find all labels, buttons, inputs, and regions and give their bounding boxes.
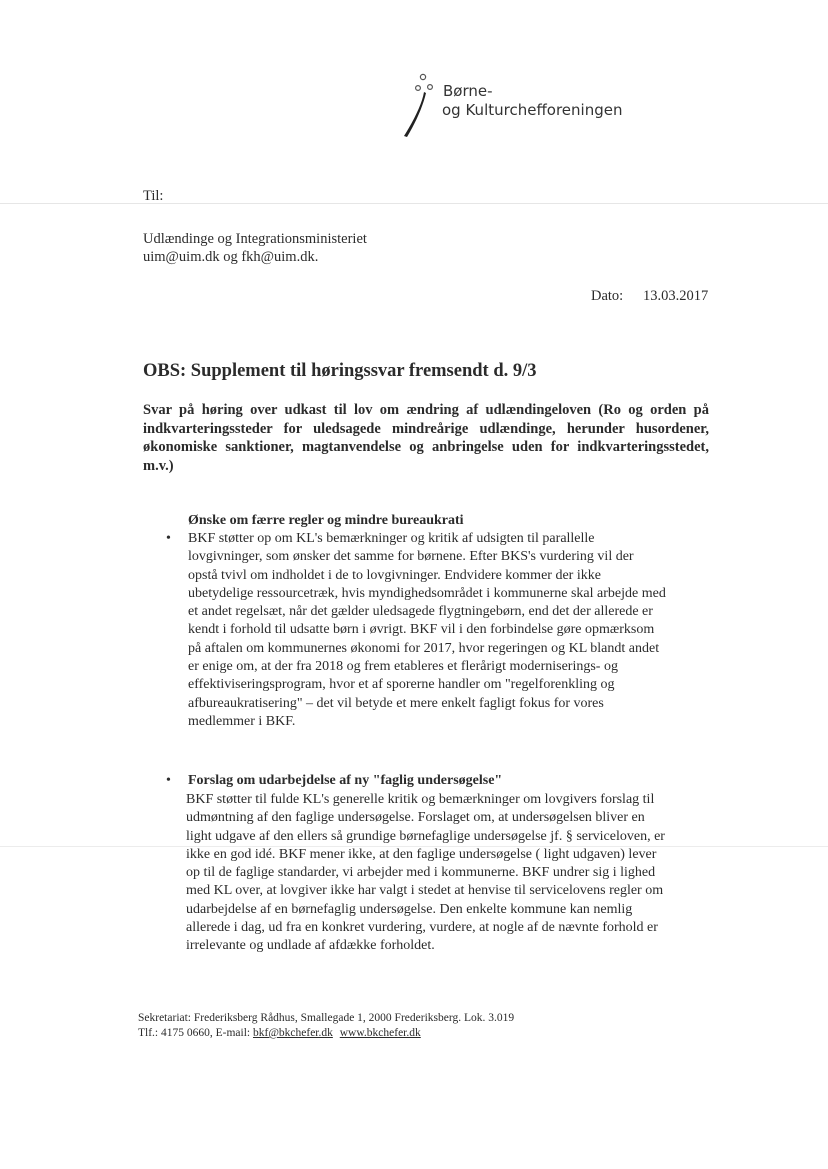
logo-figure-icon bbox=[396, 72, 440, 142]
date-label: Dato: bbox=[591, 288, 624, 304]
subject-line: Svar på høring over udkast til lov om ændring af udlændingeloven (Ro og orden på bbox=[143, 402, 709, 418]
section1-line: lovgivninger, som ønsker det samme for børnene. Efter BKS's vurdering vil der bbox=[188, 549, 634, 565]
section1-heading: Ønske om færre regler og mindre bureaukrati bbox=[188, 513, 464, 528]
subject-line: indkvarteringssteder for uledsagede mindreårige udlændinge, herunder husordener, bbox=[143, 420, 709, 437]
to-label: Til: bbox=[143, 188, 164, 204]
subject-line: m.v.) bbox=[143, 457, 174, 474]
section2-line: BKF støtter til fulde KL's generelle kritik og bemærkninger om lovgivers forslag til bbox=[186, 792, 655, 807]
section2-line: med KL over, at lovgiver ikke har valgt i stedet at henvise til servicelovens regler om bbox=[186, 883, 664, 899]
footer-email-link[interactable]: bkf@bkchefer.dk bbox=[252, 1027, 333, 1039]
section2-line: irrelevante og undlade af afdække forholdet. bbox=[186, 938, 435, 954]
footer-contact bbox=[138, 1026, 421, 1041]
logo-line-2: og Kulturchefforeningen bbox=[442, 101, 623, 119]
bullet-icon: • bbox=[166, 531, 171, 546]
footer-address: Sekretariat: Frederiksberg Rådhus, Smallegade 1, 2000 Frederiksberg. Lok. 3.019 bbox=[138, 1012, 515, 1024]
section2-line: udmøntning af den faglige undersøgelse. Forslaget om, at undersøgelsen bliver en bbox=[186, 810, 645, 826]
section1-line: opstå tvivl om indholdet i de to lovgivninger. Endvidere kommer der ikke bbox=[188, 567, 601, 583]
page-headline: OBS: Supplement til høringssvar fremsendt d. 9/3 bbox=[143, 361, 537, 381]
subject-line: økonomiske sanktioner, magtanvendelse og anbringelse uden for indkvarteringsstedet, bbox=[143, 439, 709, 455]
section1-line: effektiviseringsprogram, hvor et af sporerne handler om "regelforenkling og bbox=[188, 677, 615, 693]
recipient-emails: uim@uim.dk og fkh@uim.dk. bbox=[143, 249, 319, 265]
section2-line: ikke en god idé. BKF mener ikke, at den faglige undersøgelse ( light udgaven) lever bbox=[186, 846, 657, 862]
footer-website-link[interactable]: www.bkchefer.dk bbox=[339, 1027, 421, 1039]
section1-line: afbureaukratisering" – det vil betyde et mere enkelt fagligt fokus for vores bbox=[188, 695, 604, 711]
date-value: 13.03.2017 bbox=[643, 288, 709, 304]
section2-line: op til de faglige standarder, vi arbejder med i kommunerne. BKF undrer sig i lighed bbox=[186, 865, 656, 881]
scan-artifact-line bbox=[0, 203, 828, 204]
section1-line: er enige om, at der fra 2018 og frem etableres et flerårigt moderniserings- og bbox=[188, 659, 618, 675]
section2-heading: Forslag om udarbejdelse af ny "faglig undersøgelse" bbox=[188, 773, 503, 788]
footer-phone: Tlf.: 4175 0660, E-mail: bbox=[138, 1027, 253, 1039]
section1-line: på aftalen om kommunernes økonomi for 2017, hvor regeringen og KL blandt andet bbox=[188, 640, 660, 656]
recipient-name: Udlændinge og Integrationsministeriet bbox=[143, 231, 367, 247]
section2-line: light udgave af den ellers så grundige børnefaglige undersøgelse jf. § serviceloven, er bbox=[186, 828, 665, 844]
section2-body bbox=[186, 791, 721, 956]
section1-line: et andet regelsæt, når det gælder uledsagede flygtningebørn, end det der allerede er bbox=[188, 604, 653, 620]
organization-logo bbox=[396, 72, 656, 144]
bullet-icon: • bbox=[166, 773, 171, 788]
subject-block bbox=[143, 401, 709, 475]
section2-line: allerede i dag, ud fra en konkret vurdering, vurdere, at nogle af de nævnte forhold er bbox=[186, 920, 658, 936]
section2-line: udarbejdelse af en børnefaglig undersøgelse. Den enkelte kommune kan nemlig bbox=[186, 901, 633, 917]
logo-line-1: Børne- bbox=[443, 82, 493, 100]
section1-body bbox=[188, 530, 718, 731]
section1-line: BKF støtter op om KL's bemærkninger og kritik af udsigten til parallelle bbox=[188, 531, 595, 546]
section1-line: ubetydelige ressourcetræk, hvis myndighedsområdet i kommunerne skal arbejde med bbox=[188, 585, 666, 601]
logo-text bbox=[442, 82, 622, 120]
section1-line: kendt i forhold til udsatte børn i øvrigt. BKF vil i den forbindelse gøre opmærksom bbox=[188, 622, 655, 638]
section1-line: medlemmer i BKF. bbox=[188, 713, 296, 729]
